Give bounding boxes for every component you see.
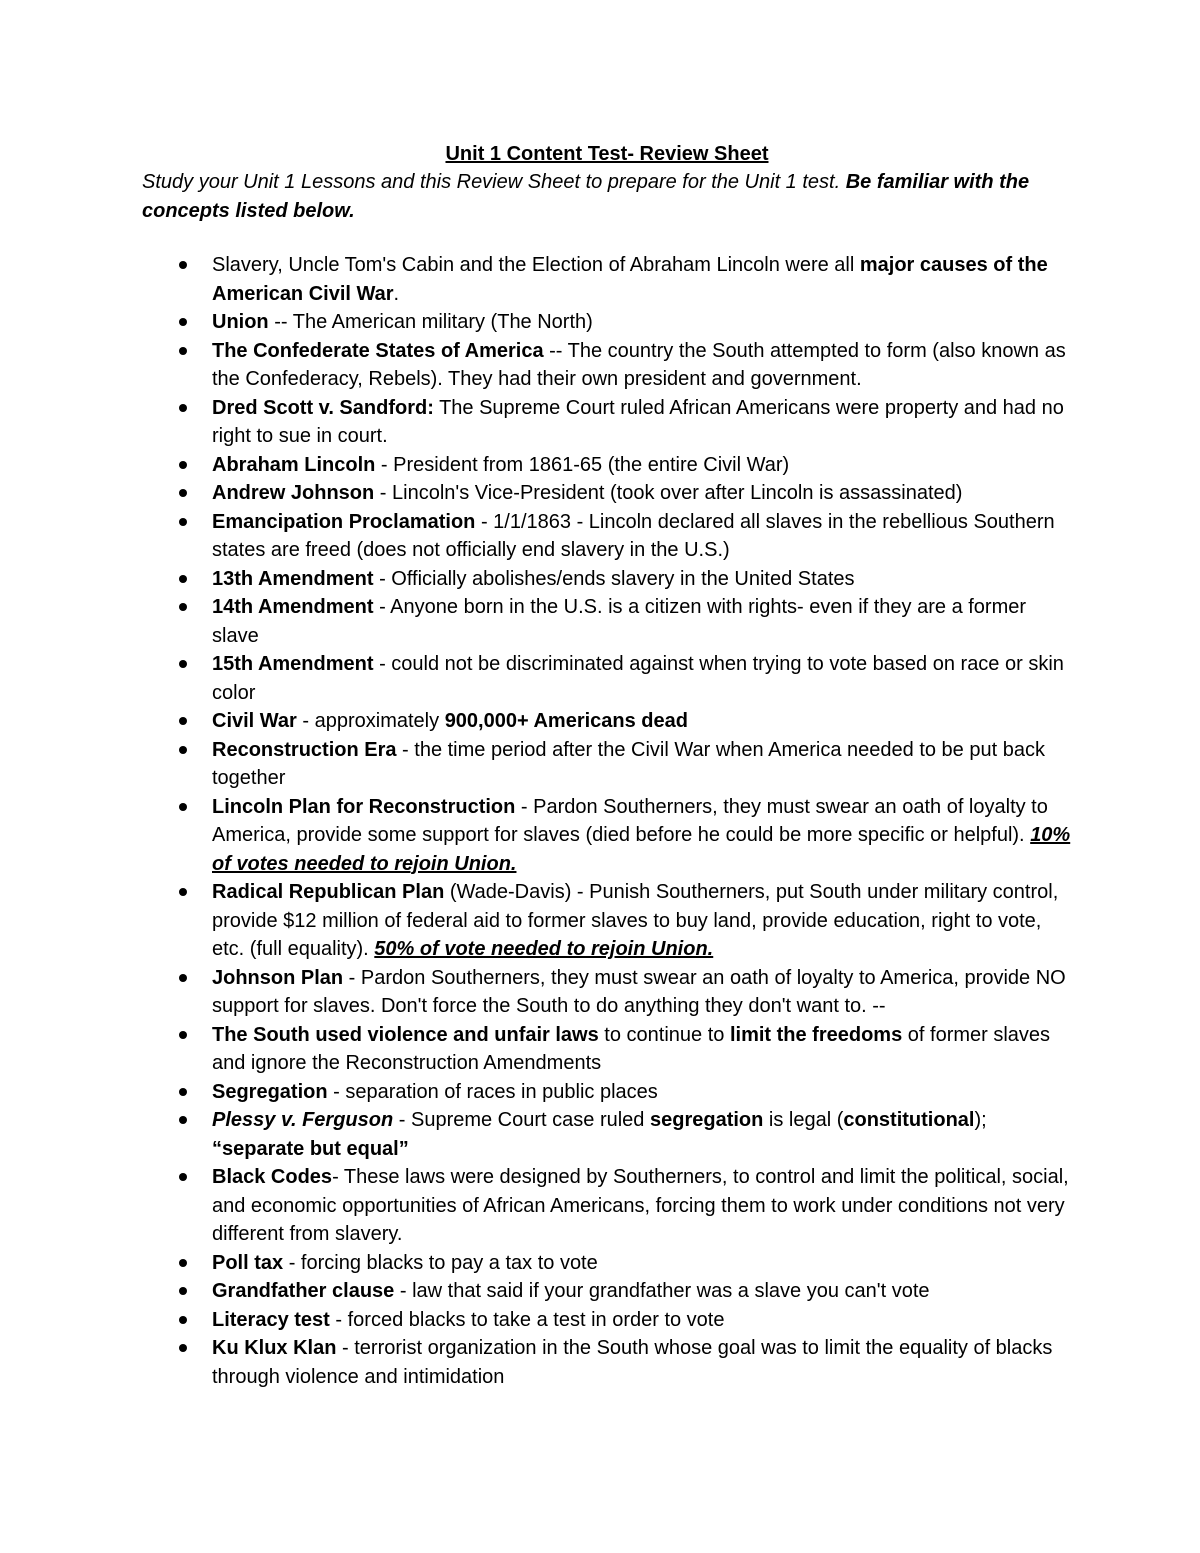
list-item: The South used violence and unfair laws to continue to limit the freedoms of former slaves and ignore the Reconstruction Amendments — [142, 1021, 1072, 1078]
list-item: Radical Republican Plan (Wade-Davis) - Punish Southerners, put South under military control, provide $12 million of federal aid to former slaves to buy land, provide education, right to vote, etc. (full equality). 50% of vote needed to rejoin Union. — [142, 878, 1072, 964]
list-item: Andrew Johnson - Lincoln's Vice-President (took over after Lincoln is assassinated) — [142, 479, 1072, 508]
intro-text: Study your Unit 1 Lessons and this Review Sheet to prepare for the Unit 1 test. — [142, 171, 841, 193]
intro-paragraph — [142, 168, 1072, 225]
list-item: Johnson Plan - Pardon Southerners, they must swear an oath of loyalty to America, provide NO support for slaves. Don't force the South to do anything they don't want to. -- — [142, 964, 1072, 1021]
list-item: Ku Klux Klan - terrorist organization in the South whose goal was to limit the equality of blacks through violence and intimidation — [142, 1334, 1072, 1391]
page-title: Unit 1 Content Test- Review Sheet — [445, 143, 769, 165]
intro-emphasis: Be familiar with the concepts listed below. — [142, 171, 1030, 222]
list-item: Abraham Lincoln - President from 1861-65 (the entire Civil War) — [142, 451, 1072, 480]
list-item: Civil War - approximately 900,000+ Americans dead — [142, 707, 1072, 736]
list-item: Grandfather clause - law that said if your grandfather was a slave you can't vote — [142, 1277, 1072, 1306]
list-item: Plessy v. Ferguson - Supreme Court case ruled segregation is legal (constitutional); “separate but equal” — [142, 1106, 1072, 1163]
list-item: 13th Amendment - Officially abolishes/ends slavery in the United States — [142, 565, 1072, 594]
list-item: The Confederate States of America -- The country the South attempted to form (also known as the Confederacy, Rebels). They had their own president and government. — [142, 337, 1072, 394]
list-item: Poll tax - forcing blacks to pay a tax to vote — [142, 1249, 1072, 1278]
list-item: Union -- The American military (The North) — [142, 308, 1072, 337]
list-item: Black Codes- These laws were designed by Southerners, to control and limit the political, social, and economic opportunities of African Americans, forcing them to work under conditions not very different from slavery. — [142, 1163, 1072, 1249]
review-sheet-page — [142, 140, 1072, 1391]
list-item: 15th Amendment - could not be discriminated against when trying to vote based on race or skin color — [142, 650, 1072, 707]
list-item: Slavery, Uncle Tom's Cabin and the Election of Abraham Lincoln were all major causes of the American Civil War. — [142, 251, 1072, 308]
list-item: 14th Amendment - Anyone born in the U.S. is a citizen with rights- even if they are a former slave — [142, 593, 1072, 650]
list-item: Reconstruction Era - the time period after the Civil War when America needed to be put back together — [142, 736, 1072, 793]
list-item: Lincoln Plan for Reconstruction - Pardon Southerners, they must swear an oath of loyalty to America, provide some support for slaves (died before he could be more specific or helpful). 10% of votes needed to rejoin Union. — [142, 793, 1072, 879]
list-item: Dred Scott v. Sandford: The Supreme Court ruled African Americans were property and had no right to sue in court. — [142, 394, 1072, 451]
concept-list — [142, 251, 1072, 1391]
list-item: Segregation - separation of races in public places — [142, 1078, 1072, 1107]
list-item: Literacy test - forced blacks to take a test in order to vote — [142, 1306, 1072, 1335]
list-item: Emancipation Proclamation - 1/1/1863 - Lincoln declared all slaves in the rebellious Southern states are freed (does not officially end slavery in the U.S.) — [142, 508, 1072, 565]
